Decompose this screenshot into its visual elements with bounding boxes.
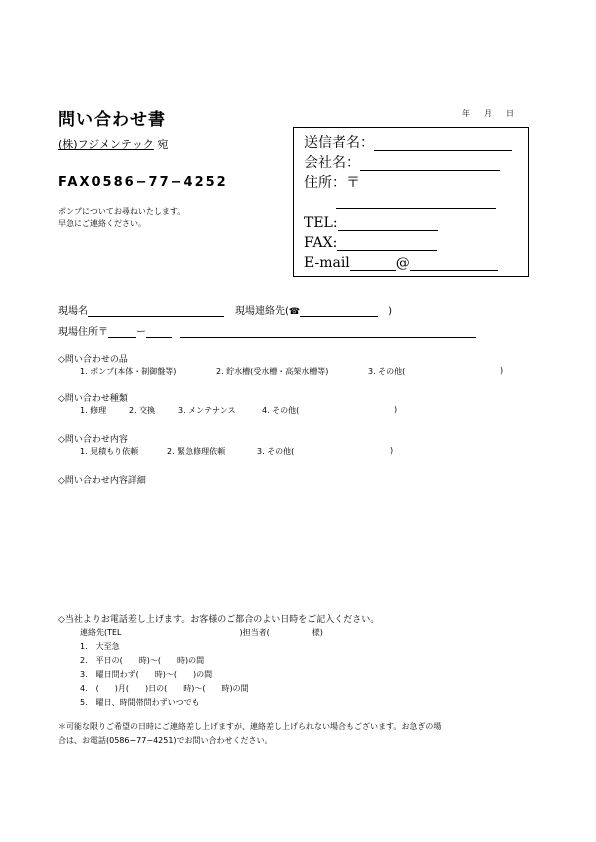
note-line: 早急にご連絡ください。 [58, 219, 146, 228]
site-contact-line [300, 306, 378, 317]
intro-notes [58, 206, 185, 230]
option-other-close: ) [500, 366, 504, 375]
email-user-line [350, 258, 396, 271]
callback-sama: 様) [311, 628, 323, 637]
time-option-3[interactable]: 3. 曜日問わず( 時)〜( )の間 [80, 670, 213, 679]
phone-icon: ☎ [288, 307, 301, 317]
footer-note-line-1: ＊可能な限りご希望の日時にご連絡差し上げますが、連絡差し上げられない場合もございます。お急ぎの場 [58, 722, 442, 731]
email-label: E-mail [304, 255, 350, 271]
site-name-line [88, 306, 224, 317]
postal-line-2 [146, 327, 172, 338]
option-tank[interactable]: 2. 貯水槽(受水槽・高架水槽等) [216, 367, 329, 376]
note-line: ポンプについてお尋ねいたします。 [58, 207, 186, 216]
email-at: @ [395, 255, 410, 271]
address-field[interactable] [304, 175, 360, 191]
option-other[interactable]: 3. その他( [257, 447, 295, 456]
section-heading-details: ◇問い合わせ内容詳細 [58, 476, 146, 486]
sender-box [293, 127, 529, 277]
recipient-company: (株)フジメンテック [58, 138, 154, 151]
site-contact-close: ) [388, 306, 393, 317]
time-option-5[interactable]: 5. 曜日、時間帯問わずいつでも [80, 698, 200, 707]
section-heading-item: ◇問い合わせの品 [58, 355, 128, 365]
site-contact-label: 現場連絡先( [235, 306, 289, 317]
option-pump[interactable]: 1. ポンプ(本体・制御盤等) [80, 367, 177, 376]
sender-name-field[interactable] [304, 135, 512, 151]
option-emergency[interactable]: 2. 緊急修理依頼 [167, 447, 226, 456]
email-field[interactable] [304, 255, 498, 271]
callback-contact-label: 連絡先(TEL [80, 628, 122, 637]
postal-dash: ー [136, 327, 146, 338]
site-name-field[interactable] [58, 302, 224, 317]
tel-field[interactable] [304, 215, 438, 231]
fax-line [337, 238, 437, 251]
address-line[interactable] [336, 208, 496, 209]
address-label: 住所：〒 [304, 175, 360, 191]
year-label: 年 [462, 109, 470, 118]
site-name-label: 現場名 [58, 306, 88, 317]
site-address-line [180, 327, 476, 338]
section-heading-content: ◇問い合わせ内容 [58, 435, 128, 445]
sender-name-label: 送信者名： [304, 135, 374, 151]
email-domain-line [410, 258, 498, 271]
callback-person-label: )担当者( [239, 628, 270, 637]
company-label: 会社名： [304, 155, 360, 171]
option-other[interactable]: 4. その他( [262, 406, 300, 415]
postal-line-1 [108, 327, 136, 338]
page-title: 問い合わせ書 [58, 110, 166, 130]
fax-label: FAX: [304, 235, 338, 251]
callback-heading: ◇当社よりお電話差し上げます。お客様のご都合のよい日時をご記入ください。 [58, 615, 380, 625]
option-replace[interactable]: 2. 交換 [129, 406, 156, 415]
day-label: 日 [506, 109, 514, 118]
site-address-label: 現場住所〒 [58, 327, 108, 338]
recipient [58, 136, 168, 152]
section-heading-type: ◇問い合わせ種類 [58, 394, 128, 404]
time-option-4[interactable]: 4. ( )月( )日の( 時)〜( 時)の間 [80, 684, 249, 693]
footer-note-line-2: 合は、お電話(0586−77−4251)でお問い合わせください。 [58, 736, 273, 745]
option-other-close: ) [390, 446, 394, 455]
date-field[interactable] [462, 108, 528, 119]
callback-contact-field[interactable] [80, 627, 323, 638]
option-other[interactable]: 3. その他( [368, 367, 406, 376]
option-maintenance[interactable]: 3. メンテナンス [178, 406, 236, 415]
recipient-suffix: 宛 [157, 138, 169, 151]
fax-field[interactable] [304, 235, 437, 251]
time-option-1[interactable]: 1. 大至急 [80, 642, 120, 651]
sender-name-line [374, 138, 512, 151]
site-address-field[interactable] [58, 323, 476, 338]
tel-label: TEL: [304, 215, 338, 231]
fax-number: FAX0586−77−4252 [58, 175, 228, 190]
option-other-close: ) [394, 405, 398, 414]
company-line [360, 158, 500, 171]
details-area[interactable] [58, 488, 528, 600]
month-label: 月 [484, 109, 492, 118]
option-repair[interactable]: 1. 修理 [80, 406, 107, 415]
tel-line [338, 218, 438, 231]
option-estimate[interactable]: 1. 見積もり依頼 [80, 447, 139, 456]
time-option-2[interactable]: 2. 平日の( 時)〜( 時)の間 [80, 656, 205, 665]
site-contact-field[interactable] [235, 302, 392, 317]
company-name-field[interactable] [304, 155, 500, 171]
